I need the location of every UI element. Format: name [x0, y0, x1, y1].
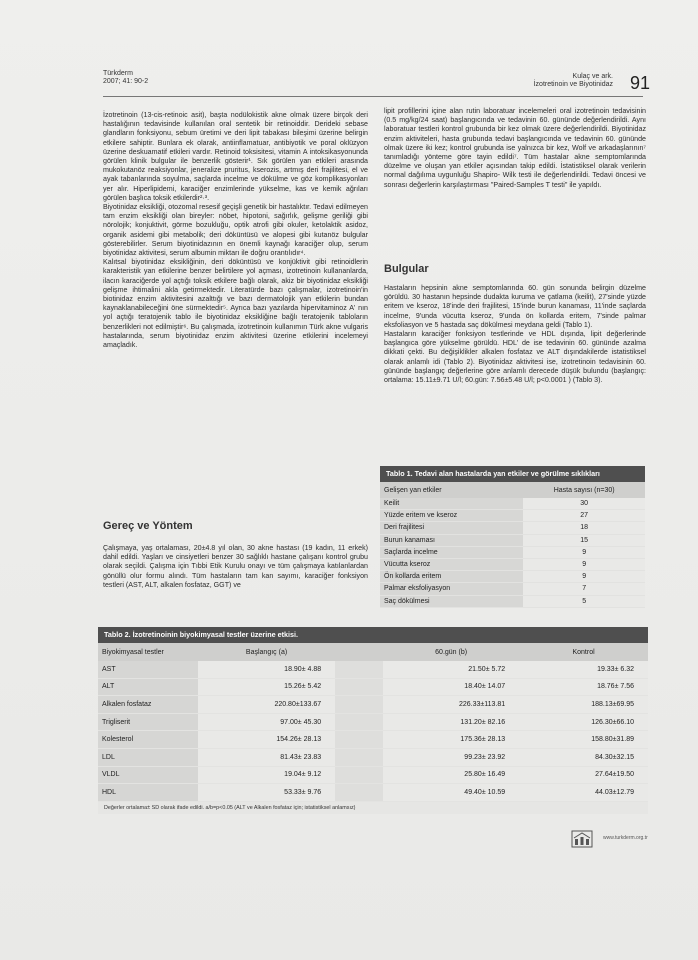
results-text — [384, 284, 646, 385]
table-row — [98, 696, 648, 714]
table-row — [380, 571, 645, 583]
table-row — [98, 678, 648, 696]
side-effect-cell: Yüzde eritem ve kseroz — [380, 510, 523, 522]
page-number: 91 — [630, 73, 651, 93]
day60-cell: 18.40± 14.07 — [383, 678, 519, 696]
day60-cell: 99.23± 23.92 — [383, 748, 519, 766]
baseline-cell: 81.43± 23.83 — [198, 748, 335, 766]
spacer-cell — [335, 748, 383, 766]
table-row — [380, 534, 645, 546]
column-header: Başlangıç (a) — [198, 643, 335, 661]
spacer-cell — [335, 766, 383, 784]
table-row — [98, 784, 648, 802]
table-row — [380, 510, 645, 522]
day60-cell: 21.50± 5.72 — [383, 661, 519, 678]
patient-count-cell: 7 — [523, 583, 645, 595]
patient-count-cell: 5 — [523, 595, 645, 607]
test-name-cell: HDL — [98, 784, 198, 802]
caption-number: Tablo 1. — [386, 469, 413, 478]
baseline-cell: 97.00± 45.30 — [198, 713, 335, 731]
day60-cell: 25.80± 16.49 — [383, 766, 519, 784]
day60-cell: 226.33±113.81 — [383, 696, 519, 714]
control-cell: 188.13±69.95 — [519, 696, 648, 714]
control-cell: 44.03±12.79 — [519, 784, 648, 802]
spacer-cell — [335, 661, 383, 678]
results-heading: Bulgular — [384, 263, 429, 275]
right-column-text — [384, 107, 646, 190]
test-name-cell: VLDL — [98, 766, 198, 784]
paragraph: lipit profillerini içine alan rutin laboratuar incelemeleri oral izotretinoin tedavisinin (0.5 mg/kg/24 saat) başlangıcında ve tedavinin 60. gününde değerlendirildi. Aynı laboratuar testleri kontrol grubunda bir kez olmak üzere değerlendirildi. Biyotinidaz enzim aktiviteleri, hasta grubunda tedavi başlangıcında ve tedavinin 60. gününde olmak üzere iki kez; kontrol grubunda ise yalnızca bir kez, Wolf ve arkadaşlarının⁷ tanımladığı yönteme göre tayin edildi⁷. Tüm hastalar akne semptomlarında düzelme ve oluşan yan etkiler açısından takip edildi. İstatistiksel olarak verilerin normal dağılıma uygunluğu Shapiro- Wilk testi ile değerlendirildi. Tedavi öncesi ve sonrası değerlerin karşılaştırması "Paired-Samples T testi" ile yapıldı. — [384, 107, 646, 189]
test-name-cell: Alkalen fosfataz — [98, 696, 198, 714]
table-row — [380, 583, 645, 595]
baseline-cell: 154.26± 28.13 — [198, 731, 335, 749]
table-2-caption — [98, 627, 648, 643]
intro-text — [103, 111, 368, 350]
caption-number: Tablo 2. — [104, 630, 131, 639]
side-effect-cell: Deri frajilitesi — [380, 522, 523, 534]
running-header-right — [505, 73, 613, 89]
paragraph: Çalışmaya, yaş ortalaması, 20±4.8 yıl olan, 30 akne hastası (19 kadın, 11 erkek) dahil edildi. Yaşları ve cinsiyetleri benzer 30 sağlıklı hastane çalışanı kontrol grubu olarak seçildi. Çalışma için Tıbbi Etik Kurulu onayı ve tüm çalışmaya katılanlardan gönüllü olur formu alındı. Tüm hastaların tam kan sayımı, karaciğer fonksiyon testleri (AST, ALT, alkalen fosfataz, GGT) ve — [103, 544, 368, 589]
table-row — [98, 713, 648, 731]
side-effect-cell: Saçlarda incelme — [380, 546, 523, 558]
patient-count-cell: 15 — [523, 534, 645, 546]
baseline-cell: 53.33± 9.76 — [198, 784, 335, 802]
table-row — [380, 522, 645, 534]
table-row — [98, 731, 648, 749]
column-spacer — [335, 643, 383, 661]
baseline-cell: 15.26± 5.42 — [198, 678, 335, 696]
spacer-cell — [335, 731, 383, 749]
patient-count-cell: 27 — [523, 510, 645, 522]
baseline-cell: 220.80±133.67 — [198, 696, 335, 714]
column-header: 60.gün (b) — [383, 643, 519, 661]
control-cell: 19.33± 6.32 — [519, 661, 648, 678]
table-row — [98, 661, 648, 678]
day60-cell: 175.36± 28.13 — [383, 731, 519, 749]
short-title: İzotretinoin ve Biyotinidaz — [533, 81, 613, 88]
running-header-left — [103, 70, 148, 86]
paragraph: Hastaların hepsinin akne semptomlarında 60. gün sonunda belirgin düzelme görüldü. 30 hastanın hepsinde dudakta kuruma ve çatlama (keilit), 27'sinde yüzde eritem ve kseroz, 18'inde deri frajilitesi, 15'inde burun kanaması, 11'inde saçlarda incelme, 9'unda vücutta kseroz, 9'unda ön kollarda eritem, 7'sinde palmar eksfoliasyon ve 5 hastada saç dökülmesi meydana geldi (Tablo 1). — [384, 284, 646, 329]
table-row — [98, 748, 648, 766]
table-1-grid — [380, 482, 645, 608]
test-name-cell: Kolesterol — [98, 731, 198, 749]
control-cell: 27.64±19.50 — [519, 766, 648, 784]
side-effect-cell: Ön kollarda eritem — [380, 571, 523, 583]
side-effect-cell: Palmar eksfoliyasyon — [380, 583, 523, 595]
spacer-cell — [335, 678, 383, 696]
side-effect-cell: Keilit — [380, 498, 523, 510]
table-row — [380, 546, 645, 558]
test-name-cell: Trigliserit — [98, 713, 198, 731]
paragraph: Hastaların karaciğer fonksiyon testlerinde ve HDL dışında, lipit değerlerinde başlangıca göre yükselme görüldü. HDL' de ise tedavinin 60. gününde azalma dikkati çekti. Bu değişiklikler alkalen fosfataz ve ALT dışındakilerde istatistiksel olarak anlamlı idi (Tablo 2). Biyotinidaz aktivitesi ise, izotretinoin tedavisinin 60. gününde başlangıç değerlerine göre anlamlı derecede düşük bulundu (başlangıç: ortalama: 15.11±9.71 U/l; 60.gün: 7.56±5.48 U/l; p<0.0001 ) (Tablo 3). — [384, 330, 646, 385]
side-effect-cell: Burun kanaması — [380, 534, 523, 546]
spacer-cell — [335, 713, 383, 731]
methods-text — [103, 544, 368, 590]
control-cell: 18.76± 7.56 — [519, 678, 648, 696]
table-row — [380, 558, 645, 570]
paragraph: Biyotinidaz eksikliği, otozomal resesif geçişli genetik bir hastalıktır. Tedavi edilmeyen tam enzim eksikliği olan bireyler: nöbet, hipotoni, sağırlık, gelişme geriliği gibi nörolojik; konjuktivit, görme bozukluğu, optik atrofi gibi okuler, ketolaktik asidoz, organik asidemi gibi metabolik; deri döküntüsü ve alopesi gibi kutanöz bulgular gösterebilirler. Serum biyotinidazının en önemli kaynağı karaciğer olup, serum biyotinidaz aktivitesi, serum albumin miktarı ile doğru orantılıdır⁴. — [103, 203, 368, 258]
patient-count-cell: 9 — [523, 571, 645, 583]
patient-count-cell: 18 — [523, 522, 645, 534]
paragraph: İzotretinoin (13-cis-retinoic asit), başta nodülokistik akne olmak üzere birçok deri hastalığının tedavisinde kullanılan oral sentetik bir retinoiddir. Derideki sebase glandların fonksiyonu, sebum üretimi ve deri lipit tabakası bileşimi üzerine belirgin etkilere sahiptir. Bunlara ek olarak, antiinflamatuar, antibiyotik ve poral oklüzyon üzerine deskuamatif etkileri vardır. Retinoid toksisitesi, vitamin A intoksikasyonunda görülen klinik bulgular ile benzerlik gösterir¹. Sık görülen yan etkileri arasında mukokutanöz reaksiyonlar, jeneralize pruritus, kserozis, artmış deri frajilitesi, el ve ayak tabanlarında soyulma, saçlarda incelme ve dökülme ve göz komplikasyonları yer alır. Hiperlipidemi, karaciğer enzimlerinde yükselme, kas ve kemik ağrıları görülen başlıca toksik etkilerdir²·³. — [103, 111, 368, 202]
column-header: Biyokimyasal testler — [98, 643, 198, 661]
table-row — [380, 498, 645, 510]
baseline-cell: 19.04± 9.12 — [198, 766, 335, 784]
table-row — [380, 595, 645, 607]
control-cell: 84.30±32.15 — [519, 748, 648, 766]
journal-name: Türkderm — [103, 70, 133, 77]
journal-issue: 2007; 41: 90-2 — [103, 78, 149, 85]
footer-url: www.turkderm.org.tr — [603, 835, 648, 841]
table-2-grid — [98, 643, 648, 802]
spacer-cell — [335, 696, 383, 714]
methods-heading: Gereç ve Yöntem — [103, 520, 193, 532]
patient-count-cell: 30 — [523, 498, 645, 510]
turkderm-logo-icon — [571, 830, 593, 848]
test-name-cell: ALT — [98, 678, 198, 696]
paragraph: Kalıtsal biyotinidaz eksikliğinin, deri döküntüsü ve konjüktivit gibi retinoidlerin karakteristik yan etkilerine benzer belirtilere yol açması, izotretinoin kullananlarda, ilacın karaciğerde yol açtığı toksik etkilere bağlı olarak, akiz bir biyotinidaz eksikliği gelişme ihtimalini akla getirmektedir. Literatürde bazı çalışmalar, izotretinoin'in biotinidaz enzim aktivitesini azalttığı ve bazı dermatolojik yan etkilerin bundan kaynaklanabileceğini öne sürmektedir⁵. Ayrıca bazı yazılarda hipervitaminoz A' nın yol açtığı teratojenik tablo ile biyotinidaz eksikliğine bağlı teratojenik tabloların benzerlikleri not edilmiştir⁶. Bu çalışmada, izotretinoin kullanımın Türk akne vulgaris hastalarında, serum biyotinidaz enzim aktivitesi üzerine etkilerini incelemeyi amaçladık. — [103, 258, 368, 350]
control-cell: 158.80±31.89 — [519, 731, 648, 749]
table-1-caption — [380, 466, 645, 482]
control-cell: 126.30±66.10 — [519, 713, 648, 731]
column-header: Hasta sayısı (n=30) — [523, 482, 645, 498]
side-effect-cell: Saç dökülmesi — [380, 595, 523, 607]
column-header: Kontrol — [519, 643, 648, 661]
spacer-cell — [335, 784, 383, 802]
authors: Kulaç ve ark. — [572, 73, 613, 80]
baseline-cell: 18.90± 4.88 — [198, 661, 335, 678]
test-name-cell: AST — [98, 661, 198, 678]
header-rule — [103, 96, 643, 97]
day60-cell: 131.20± 82.16 — [383, 713, 519, 731]
patient-count-cell: 9 — [523, 558, 645, 570]
table-1 — [380, 466, 645, 608]
table-2 — [98, 627, 648, 814]
test-name-cell: LDL — [98, 748, 198, 766]
table-2-note: Değerler ortalama± SD olarak ifade edildi. a/b=p<0.05 (ALT ve Alkalen fosfataz için; istatistiksel anlamsız) — [98, 802, 648, 814]
patient-count-cell: 9 — [523, 546, 645, 558]
table-row — [98, 766, 648, 784]
caption-text: Tedavi alan hastalarda yan etkiler ve görülme sıklıkları — [414, 469, 600, 478]
caption-text: İzotretinoinin biyokimyasal testler üzerine etkisi. — [132, 630, 298, 639]
day60-cell: 49.40± 10.59 — [383, 784, 519, 802]
column-header: Gelişen yan etkiler — [380, 482, 523, 498]
side-effect-cell: Vücutta kseroz — [380, 558, 523, 570]
